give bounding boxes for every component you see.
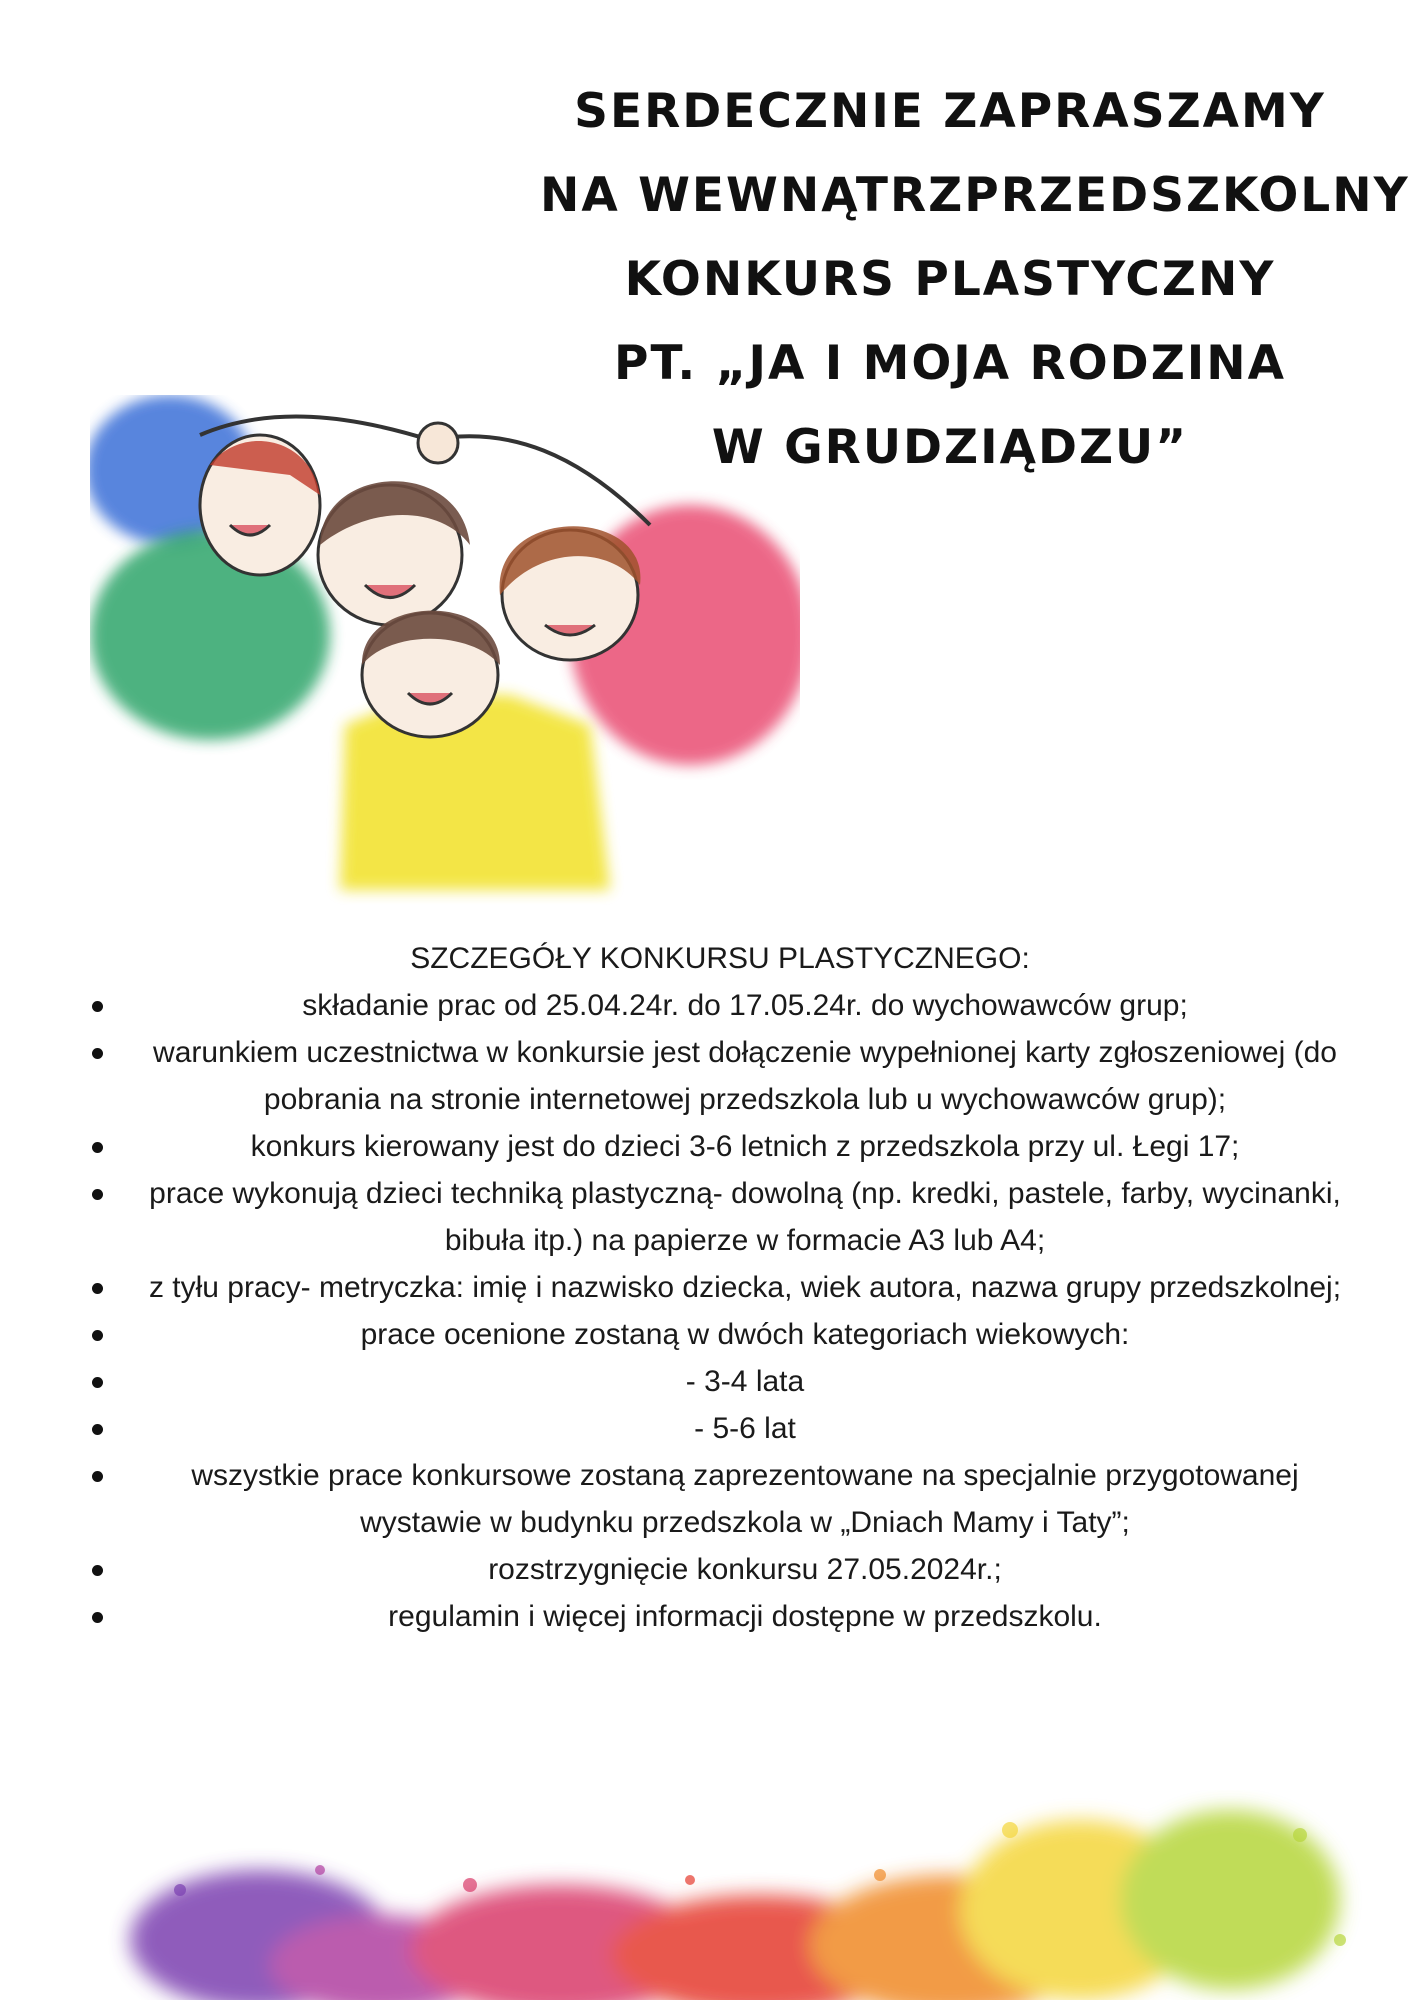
list-item bbox=[60, 1452, 1360, 1546]
bullet-icon bbox=[92, 1424, 103, 1435]
rule-text: rozstrzygnięcie konkursu 27.05.2024r.; bbox=[488, 1553, 1002, 1586]
rule-text: z tyłu pracy- metryczka: imię i nazwisko dziecka, wiek autora, nazwa grupy przedszkolnej; bbox=[148, 1271, 1342, 1304]
list-item bbox=[60, 982, 1360, 1029]
title-line: NA WEWNĄTRZPRZEDSZKOLNY bbox=[540, 168, 1410, 223]
fists bbox=[418, 423, 458, 463]
list-item bbox=[60, 1405, 1360, 1452]
bullet-icon bbox=[92, 1142, 103, 1153]
arm-right bbox=[430, 436, 650, 525]
rule-text: konkurs kierowany jest do dzieci 3-6 letnich z przedszkola przy ul. Łegi 17; bbox=[250, 1130, 1240, 1163]
list-item bbox=[60, 1358, 1360, 1405]
paint-splash-decoration bbox=[0, 1790, 1414, 2000]
contest-details bbox=[60, 935, 1360, 1640]
rule-text: regulamin i więcej informacji dostępne w przedszkolu. bbox=[388, 1600, 1102, 1633]
list-item bbox=[60, 1264, 1360, 1311]
title-line: SERDECZNIE ZAPRASZAMY bbox=[574, 84, 1326, 139]
bullet-icon bbox=[92, 1565, 103, 1576]
rule-text: - 5-6 lat bbox=[694, 1412, 796, 1445]
list-item bbox=[60, 1546, 1360, 1593]
rule-text: wszystkie prace konkursowe zostaną zaprezentowane na specjalnie przygotowanej wystawie w budynku przedszkola w „Dniach Mamy i Taty”; bbox=[191, 1459, 1299, 1539]
rule-text: warunkiem uczestnictwa w konkursie jest dołączenie wypełnionej karty zgłoszeniowej (do pobrania na stronie internetowej przedszkola lub u wychowawców grup); bbox=[153, 1036, 1337, 1116]
list-item bbox=[60, 1593, 1360, 1640]
details-heading: SZCZEGÓŁY KONKURSU PLASTYCZNEGO: bbox=[410, 942, 1030, 975]
bullet-icon bbox=[92, 1377, 103, 1388]
list-item bbox=[60, 1311, 1360, 1358]
rules-list bbox=[60, 982, 1360, 1640]
rule-text: prace wykonują dzieci techniką plastyczną- dowolną (np. kredki, pastele, farby, wycinanki, bibuła itp.) na papierze w formacie A3 lub A4; bbox=[149, 1177, 1341, 1257]
title-line: KONKURS PLASTYCZNY bbox=[624, 252, 1276, 307]
rule-text: - 3-4 lata bbox=[685, 1365, 805, 1398]
title-line: PT. „JA I MOJA RODZINA bbox=[614, 336, 1286, 391]
yellow-shirt-blob bbox=[340, 695, 610, 890]
bullet-icon bbox=[92, 1471, 103, 1482]
bullet-icon bbox=[92, 1612, 103, 1623]
list-item bbox=[60, 1029, 1360, 1123]
title-line: W GRUDZIĄDZU” bbox=[711, 420, 1189, 475]
bullet-icon bbox=[92, 1283, 103, 1294]
bullet-icon bbox=[92, 1048, 103, 1059]
rule-text: składanie prac od 25.04.24r. do 17.05.24r. do wychowawców grup; bbox=[302, 989, 1188, 1022]
bullet-icon bbox=[92, 1001, 103, 1012]
family-illustration bbox=[90, 395, 800, 905]
bullet-icon bbox=[92, 1189, 103, 1200]
bullet-icon bbox=[92, 1330, 103, 1341]
list-item bbox=[60, 1123, 1360, 1170]
list-item bbox=[60, 1170, 1360, 1264]
rule-text: prace ocenione zostaną w dwóch kategoriach wiekowych: bbox=[360, 1318, 1130, 1351]
